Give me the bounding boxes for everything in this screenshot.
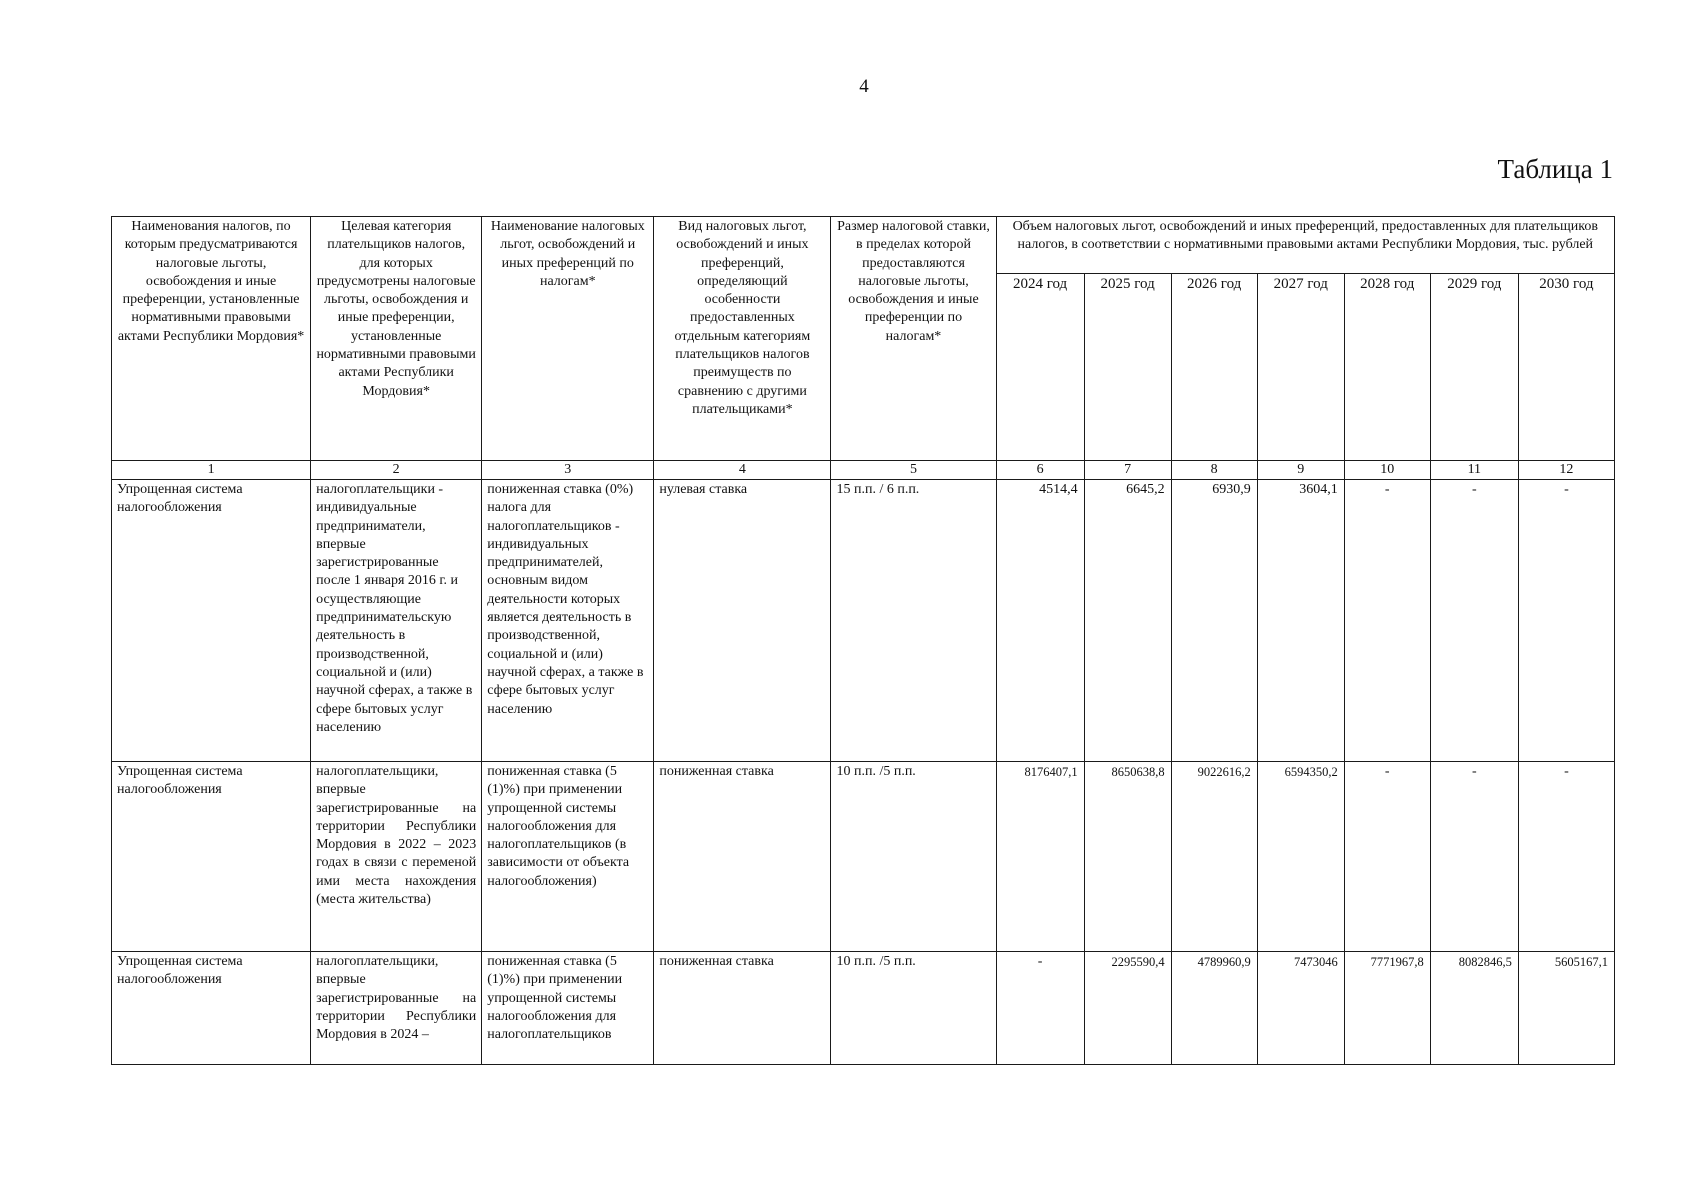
value-cell: - (1344, 480, 1430, 762)
column-number: 3 (482, 461, 654, 480)
rate-cell: 15 п.п. / 6 п.п. (831, 480, 996, 762)
category-cell: налогоплательщики - индивидуальные предприниматели, впервые зарегистрированные после 1 января 2016 г. и осуществляющие предпринимательскую деятельность в производственной, социальной и (или) научной сферах, а также в сфере бытовых услуг населению (311, 480, 482, 762)
column-number: 7 (1084, 461, 1171, 480)
header-volume: Объем налоговых льгот, освобождений и иных преференций, предоставленных для плательщиков налогов, в соответствии с нормативными правовыми актами Республики Мордовия, тыс. рублей (996, 217, 1614, 274)
column-numbers-row (112, 461, 1615, 480)
value-cell: - (1518, 762, 1614, 952)
header-year: 2028 год (1344, 274, 1430, 461)
tax-name-cell: Упрощенная система налогообложения (112, 952, 311, 1065)
value-cell: 6594350,2 (1257, 762, 1344, 952)
column-number: 2 (311, 461, 482, 480)
header-year: 2030 год (1518, 274, 1614, 461)
value-cell: - (1518, 480, 1614, 762)
column-number: 8 (1171, 461, 1257, 480)
table-caption: Таблица 1 (1497, 154, 1613, 184)
header-year: 2025 год (1084, 274, 1171, 461)
value-cell: - (1430, 762, 1518, 952)
header-tax-rate: Размер налоговой ставки, в пределах которой предоставляются налоговые льготы, освобождения и иные преференции по налогам* (831, 217, 996, 461)
value-cell: 6930,9 (1171, 480, 1257, 762)
category-cell: налогоплательщики, впервые зарегистрированные на территории Республики Мордовия в 2024 – (311, 952, 482, 1065)
column-number: 9 (1257, 461, 1344, 480)
rate-cell: 10 п.п. /5 п.п. (831, 952, 996, 1065)
tax-name-cell: Упрощенная система налогообложения (112, 762, 311, 952)
column-number: 12 (1518, 461, 1614, 480)
value-cell: 2295590,4 (1084, 952, 1171, 1065)
header-tax-names: Наименования налогов, по которым предусматриваются налоговые льготы, освобождения и иные преференции, установленные нормативными правовыми актами Республики Мордовия* (112, 217, 311, 461)
benefit-cell: пониженная ставка (5 (1)%) при применении упрощенной системы налогообложения для налогоплательщиков (в зависимости от объекта налогообложения) (482, 762, 654, 952)
value-cell: 6645,2 (1084, 480, 1171, 762)
table-row (112, 762, 1615, 952)
value-cell: 8176407,1 (996, 762, 1084, 952)
header-year: 2027 год (1257, 274, 1344, 461)
benefit-cell: пониженная ставка (5 (1)%) при применении упрощенной системы налогообложения для налогоплательщиков (482, 952, 654, 1065)
table-row (112, 952, 1615, 1065)
header-row (112, 217, 1615, 274)
column-number: 1 (112, 461, 311, 480)
table-row (112, 480, 1615, 762)
value-cell: 4514,4 (996, 480, 1084, 762)
value-cell: - (996, 952, 1084, 1065)
benefit-type-cell: пониженная ставка (654, 762, 831, 952)
column-number: 11 (1430, 461, 1518, 480)
value-cell: 7771967,8 (1344, 952, 1430, 1065)
header-year: 2024 год (996, 274, 1084, 461)
category-cell: налогоплательщики, впервые зарегистрированные на территории Республики Мордовия в 2022 – 2023 годах в связи с переменой ими места нахождения (места жительства) (311, 762, 482, 952)
header-benefit-type: Вид налоговых льгот, освобождений и иных преференций, определяющий особенности предоставленных отдельным категориям плательщиков налогов преимуществ по сравнению с другими плательщиками* (654, 217, 831, 461)
rate-cell: 10 п.п. /5 п.п. (831, 762, 996, 952)
value-cell: 9022616,2 (1171, 762, 1257, 952)
value-cell: 4789960,9 (1171, 952, 1257, 1065)
value-cell: 7473046 (1257, 952, 1344, 1065)
value-cell: - (1344, 762, 1430, 952)
value-cell: 8082846,5 (1430, 952, 1518, 1065)
column-number: 6 (996, 461, 1084, 480)
column-number: 10 (1344, 461, 1430, 480)
benefit-type-cell: нулевая ставка (654, 480, 831, 762)
value-cell: 3604,1 (1257, 480, 1344, 762)
tax-name-cell: Упрощенная система налогообложения (112, 480, 311, 762)
column-number: 4 (654, 461, 831, 480)
value-cell: 5605167,1 (1518, 952, 1614, 1065)
header-year: 2026 год (1171, 274, 1257, 461)
tax-benefits-table (111, 216, 1615, 1065)
page-number: 4 (859, 76, 869, 97)
value-cell: - (1430, 480, 1518, 762)
benefit-cell: пониженная ставка (0%) налога для налогоплательщиков - индивидуальных предпринимателей, основным видом деятельности которых является деятельность в производственной, социальной и (или) научной сферах, а также в сфере бытовых услуг населению (482, 480, 654, 762)
value-cell: 8650638,8 (1084, 762, 1171, 952)
header-year: 2029 год (1430, 274, 1518, 461)
header-benefit-name: Наименование налоговых льгот, освобождений и иных преференций по налогам* (482, 217, 654, 461)
header-target-category: Целевая категория плательщиков налогов, для которых предусмотрены налоговые льготы, освобождения и иные преференции, установленные нормативными правовыми актами Республики Мордовия* (311, 217, 482, 461)
benefit-type-cell: пониженная ставка (654, 952, 831, 1065)
column-number: 5 (831, 461, 996, 480)
